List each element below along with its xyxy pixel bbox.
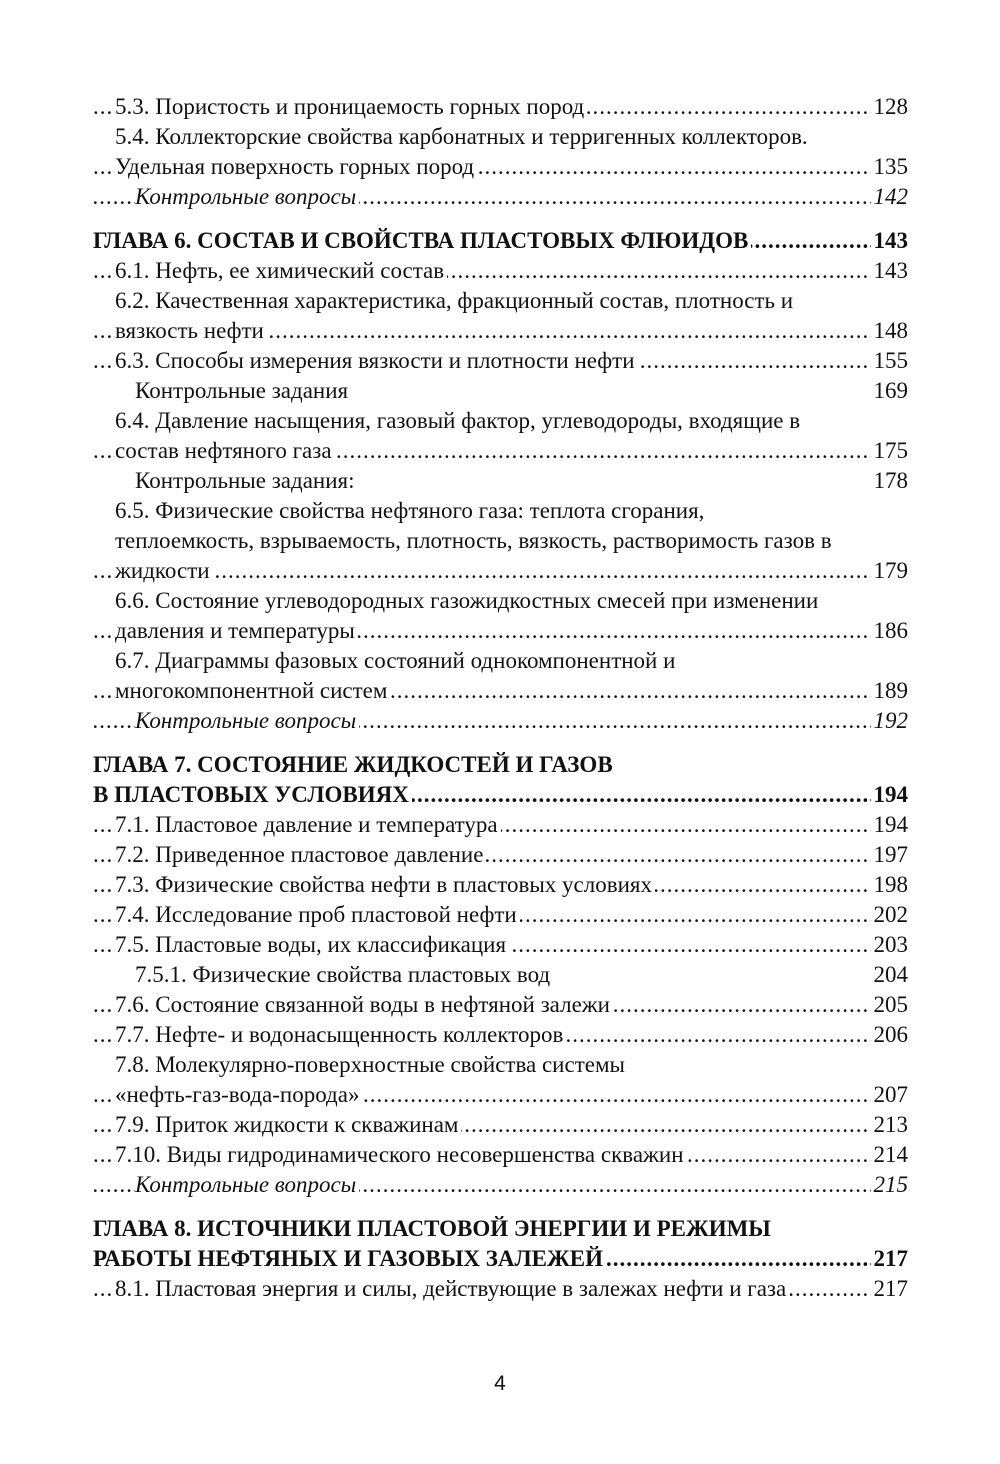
toc-entry-title: давления и температуры xyxy=(115,618,358,643)
toc-entry-title: 8.1. Пластовая энергия и силы, действующие в залежах нефти и газа xyxy=(115,1276,789,1301)
toc-entry xyxy=(93,256,908,286)
toc-entry xyxy=(93,152,908,182)
toc-entry-title: 6.2. Качественная характеристика, фракционный состав, плотность и xyxy=(115,288,794,313)
toc-entry-page: 192 xyxy=(871,706,909,736)
toc-entry xyxy=(93,706,908,736)
toc-entry xyxy=(93,930,908,960)
toc-entry-page: 207 xyxy=(871,1080,909,1110)
toc-entry xyxy=(93,1050,908,1080)
toc-entry-title: 6.5. Физические свойства нефтяного газа: теплота сгорания, xyxy=(115,498,705,523)
toc-entry-title: Удельная поверхность горных пород xyxy=(115,154,477,179)
toc-entry xyxy=(93,810,908,840)
toc-entry xyxy=(93,496,908,526)
toc-entry-page: 205 xyxy=(871,990,909,1020)
toc-entry-title: вязкость нефти xyxy=(115,318,267,343)
toc-entry xyxy=(93,1170,908,1200)
toc-entry-title: жидкости xyxy=(115,558,213,583)
toc-entry xyxy=(93,616,908,646)
toc-entry-title: 7.6. Состояние связанной воды в нефтяной залежи xyxy=(115,992,613,1017)
toc-entry xyxy=(93,1274,908,1304)
toc-entry-page: 203 xyxy=(871,930,909,960)
toc-entry xyxy=(93,436,908,466)
toc-entry-page: 186 xyxy=(871,616,909,646)
toc-entry-title: 7.9. Приток жидкости к скважинам xyxy=(115,1112,461,1137)
toc-entry xyxy=(93,376,908,406)
toc-entry-page: 194 xyxy=(871,810,909,840)
toc-entry-title: 5.4. Коллекторские свойства карбонатных и терригенных коллекторов. xyxy=(115,124,808,149)
toc-entry-title: 5.3. Пористость и проницаемость горных пород xyxy=(115,94,587,119)
toc-entry-page: 206 xyxy=(871,1020,909,1050)
toc-entry-page: 148 xyxy=(871,316,909,346)
toc-entry xyxy=(93,556,908,586)
table-of-contents xyxy=(93,92,908,1304)
toc-entry-page: 202 xyxy=(871,900,909,930)
toc-entry xyxy=(93,676,908,706)
toc-entry-title: Контрольные задания: xyxy=(135,468,355,493)
toc-entry xyxy=(93,646,908,676)
toc-entry-title: Контрольные вопросы xyxy=(135,184,359,209)
toc-entry-title: 7.1. Пластовое давление и температура xyxy=(115,812,501,837)
toc-entry-title: 7.10. Виды гидродинамического несовершенства скважин xyxy=(115,1142,687,1167)
toc-entry-title: 6.3. Способы измерения вязкости и плотности нефти xyxy=(115,348,638,373)
chapter-title: РАБОТЫ НЕФТЯНЫХ И ГАЗОВЫХ ЗАЛЕЖЕЙ xyxy=(93,1246,606,1271)
chapter-heading xyxy=(93,750,908,780)
toc-entry xyxy=(93,586,908,616)
toc-entry-title: 7.4. Исследование проб пластовой нефти xyxy=(115,902,520,927)
chapter-title: ГЛАВА 8. ИСТОЧНИКИ ПЛАСТОВОЙ ЭНЕРГИИ И РЕЖИМЫ xyxy=(93,1216,771,1241)
toc-entry-title: 7.5.1. Физические свойства пластовых вод xyxy=(135,962,551,987)
toc-entry-title: 6.7. Диаграммы фазовых состояний однокомпонентной и xyxy=(115,648,676,673)
toc-entry-page: 214 xyxy=(871,1140,909,1170)
toc-entry xyxy=(93,466,908,496)
toc-entry xyxy=(93,990,908,1020)
toc-entry xyxy=(93,406,908,436)
chapter-heading xyxy=(93,226,908,256)
toc-entry xyxy=(93,960,908,990)
toc-entry xyxy=(93,182,908,212)
chapter-title: ГЛАВА 6. СОСТАВ И СВОЙСТВА ПЛАСТОВЫХ ФЛЮИДОВ xyxy=(93,228,751,253)
toc-entry-title: теплоемкость, взрываемость, плотность, вязкость, растворимость газов в xyxy=(115,528,832,553)
toc-entry-page: 198 xyxy=(871,870,909,900)
toc-entry-page: 169 xyxy=(873,378,908,403)
toc-entry-title: «нефть-газ-вода-порода» xyxy=(115,1082,362,1107)
page-number: 4 xyxy=(494,1372,506,1395)
toc-entry-title: 6.4. Давление насыщения, газовый фактор, углеводороды, входящие в xyxy=(115,408,801,433)
toc-entry-page: 178 xyxy=(873,468,908,493)
toc-entry-page: 155 xyxy=(871,346,909,376)
chapter-heading xyxy=(93,1214,908,1244)
toc-entry-title: состав нефтяного газа xyxy=(115,438,335,463)
toc-entry-title: 7.2. Приведенное пластовое давление xyxy=(115,842,486,867)
toc-entry-title: 7.5. Пластовые воды, их классификация xyxy=(115,932,509,957)
toc-entry xyxy=(93,346,908,376)
chapter-title: В ПЛАСТОВЫХ УСЛОВИЯХ xyxy=(93,782,412,807)
chapter-page: 194 xyxy=(871,780,909,810)
toc-entry-title: Контрольные задания xyxy=(135,378,349,403)
toc-entry-title: 7.7. Нефте- и водонасыщенность коллекторов xyxy=(115,1022,566,1047)
toc-entry xyxy=(93,526,908,556)
toc-entry-title: многокомпонентной систем xyxy=(115,678,390,703)
toc-entry xyxy=(93,1080,908,1110)
toc-entry xyxy=(93,122,908,152)
toc-entry-page: 197 xyxy=(871,840,909,870)
toc-entry xyxy=(93,870,908,900)
toc-entry-page: 128 xyxy=(871,92,909,122)
chapter-page: 143 xyxy=(871,226,909,256)
toc-entry-page: 143 xyxy=(871,256,909,286)
toc-entry-title: 7.3. Физические свойства нефти в пластовых условиях xyxy=(115,872,655,897)
chapter-page: 217 xyxy=(871,1244,909,1274)
toc-entry-title: Контрольные вопросы xyxy=(135,708,359,733)
toc-entry xyxy=(93,1110,908,1140)
toc-entry xyxy=(93,900,908,930)
chapter-heading xyxy=(93,780,908,810)
toc-entry-page: 204 xyxy=(873,962,908,987)
toc-entry-title: 6.6. Состояние углеводородных газожидкостных смесей при изменении xyxy=(115,588,819,613)
toc-entry-page: 179 xyxy=(871,556,909,586)
toc-entry-page: 189 xyxy=(871,676,909,706)
toc-entry xyxy=(93,286,908,316)
toc-entry-page: 213 xyxy=(871,1110,909,1140)
toc-entry-page: 135 xyxy=(871,152,909,182)
toc-entry-page: 217 xyxy=(871,1274,909,1304)
chapter-title: ГЛАВА 7. СОСТОЯНИЕ ЖИДКОСТЕЙ И ГАЗОВ xyxy=(93,752,613,777)
toc-entry-title: 6.1. Нефть, ее химический состав xyxy=(115,258,447,283)
toc-entry-title: 7.8. Молекулярно-поверхностные свойства системы xyxy=(115,1052,625,1077)
toc-entry-page: 175 xyxy=(871,436,909,466)
toc-entry-page: 142 xyxy=(871,182,909,212)
toc-entry-page: 215 xyxy=(871,1170,909,1200)
toc-entry xyxy=(93,840,908,870)
toc-entry xyxy=(93,316,908,346)
toc-entry xyxy=(93,92,908,122)
toc-entry xyxy=(93,1140,908,1170)
toc-entry xyxy=(93,1020,908,1050)
chapter-heading xyxy=(93,1244,908,1274)
toc-entry-title: Контрольные вопросы xyxy=(135,1172,359,1197)
